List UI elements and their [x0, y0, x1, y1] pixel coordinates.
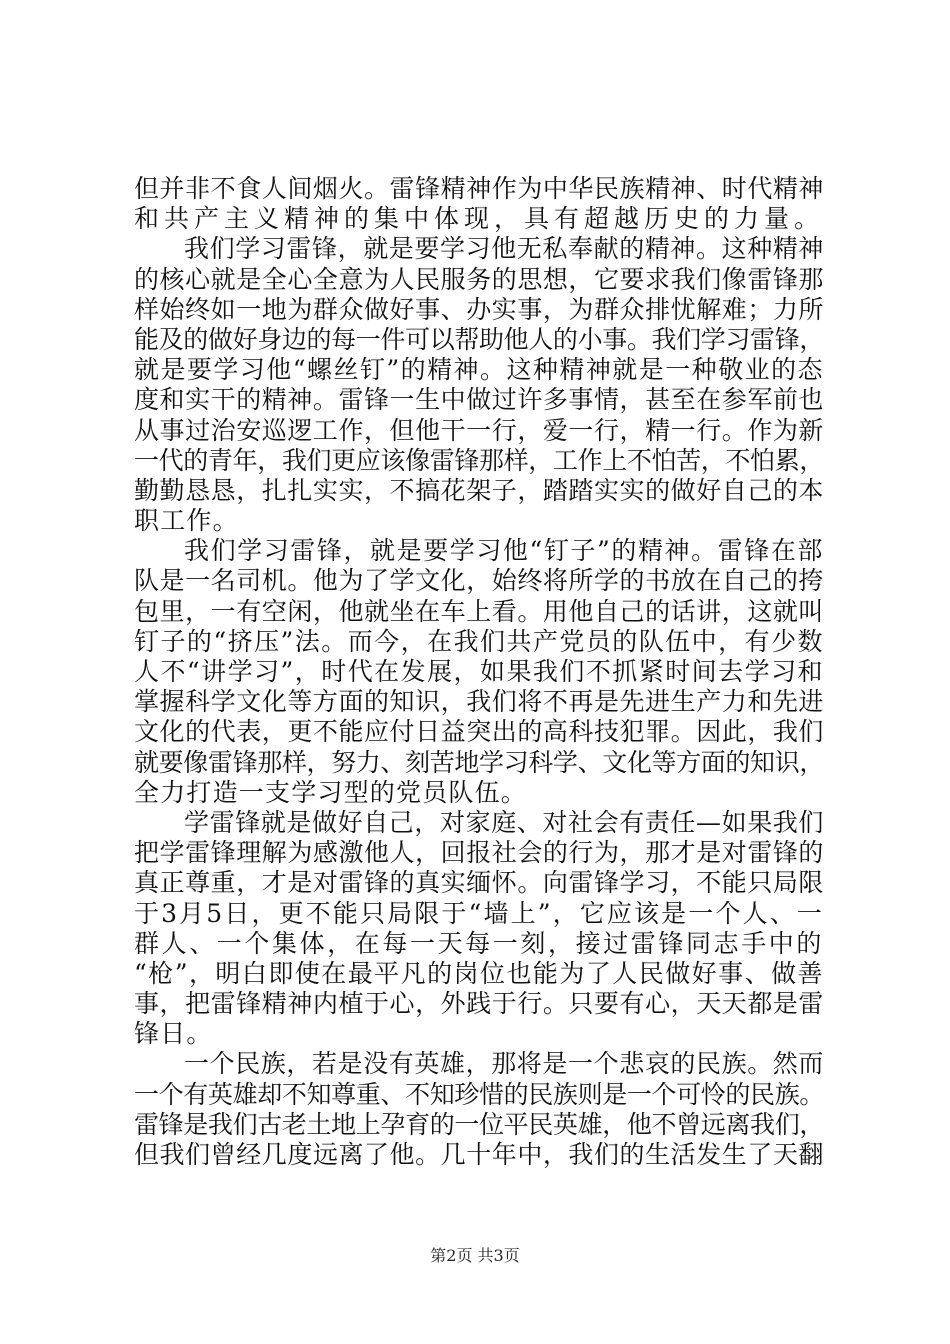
text-line: 一个有英雄却不知尊重、不知珍惜的民族则是一个可怜的民族。 — [134, 1079, 824, 1109]
text-line: 掌握科学文化等方面的知识，我们将不再是先进生产力和先进 — [134, 687, 824, 717]
text-line: 我们学习雷锋，就是要学习他“钉子”的精神。雷锋在部 — [184, 536, 824, 566]
text-line: 文化的代表，更不能应付日益突出的高科技犯罪。因此，我们 — [134, 717, 824, 747]
text-line: 样始终如一地为群众做好事、办实事，为群众排忧解难；力所 — [134, 294, 824, 324]
text-line: 一代的青年，我们更应该像雷锋那样，工作上不怕苦，不怕累， — [134, 445, 824, 475]
text-line: 从事过治安巡逻工作，但他干一行，爱一行，精一行。作为新 — [134, 415, 824, 445]
text-line: 但并非不食人间烟火。雷锋精神作为中华民族精神、时代精神 — [134, 174, 824, 203]
text-line: 真正尊重，才是对雷锋的真实缅怀。向雷锋学习，不能只局限 — [134, 868, 824, 898]
text-line: 职工作。 — [134, 506, 239, 536]
text-line: 学雷锋就是做好自己，对家庭、对社会有责任—如果我们 — [184, 807, 824, 837]
text-line: 和共产主义精神的集中体现，具有超越历史的力量。 — [134, 204, 824, 234]
text-line: 队是一名司机。他为了学文化，始终将所学的书放在自己的挎 — [134, 566, 824, 596]
text-line: 但我们曾经几度远离了他。几十年中，我们的生活发生了天翻 — [134, 1140, 824, 1169]
text-line: 于3月5日，更不能只局限于“墙上”，它应该是一个人、一 — [134, 898, 824, 928]
body-text — [134, 174, 824, 1170]
text-line: 雷锋是我们古老土地上孕育的一位平民英雄，他不曾远离我们， — [134, 1109, 824, 1139]
text-line: 把学雷锋理解为感激他人，回报社会的行为，那才是对雷锋的 — [134, 838, 824, 868]
text-line: 就是要学习他“螺丝钉”的精神。这种精神就是一种敬业的态 — [134, 355, 824, 385]
text-line: 勤勤恳恳，扎扎实实，不搞花架子，踏踏实实的做好自己的本 — [134, 475, 824, 505]
text-line: 群人、一个集体，在每一天每一刻，接过雷锋同志手中的 — [134, 928, 824, 958]
text-line: 度和实干的精神。雷锋一生中做过许多事情，甚至在参军前也 — [134, 385, 824, 415]
page-footer: 第2页 共3页 — [430, 1246, 520, 1265]
text-line: 能及的做好身边的每一件可以帮助他人的小事。我们学习雷锋， — [134, 324, 824, 354]
text-line: 锋日。 — [134, 1019, 213, 1049]
text-line: 我们学习雷锋，就是要学习他无私奉献的精神。这种精神 — [184, 234, 824, 264]
text-line: 人不“讲学习”，时代在发展，如果我们不抓紧时间去学习和 — [134, 657, 824, 686]
text-line: 钉子的“挤压”法。而今，在我们共产党员的队伍中，有少数 — [134, 626, 824, 656]
text-line: 事，把雷锋精神内植于心，外践于行。只要有心，天天都是雷 — [134, 989, 824, 1019]
text-line: 全力打造一支学习型的党员队伍。 — [134, 777, 528, 807]
text-line: “枪”，明白即使在最平凡的岗位也能为了人民做好事、做善 — [134, 958, 824, 988]
text-line: 的核心就是全心全意为人民服务的思想，它要求我们像雷锋那 — [134, 264, 824, 294]
text-line: 就要像雷锋那样，努力、刻苦地学习科学、文化等方面的知识， — [134, 747, 824, 777]
text-line: 一个民族，若是没有英雄，那将是一个悲哀的民族。然而 — [184, 1049, 824, 1079]
text-line: 包里，一有空闲，他就坐在车上看。用他自己的话讲，这就叫 — [134, 596, 824, 626]
